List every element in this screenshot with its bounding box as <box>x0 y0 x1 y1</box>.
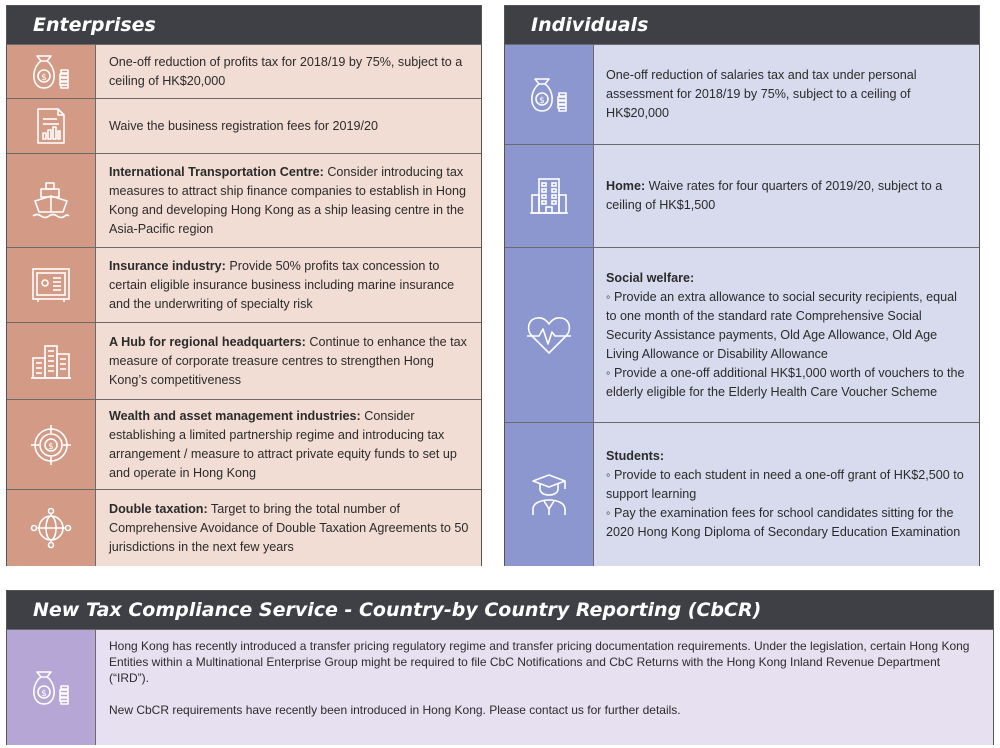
enterprise-text-regional-hq: A Hub for regional headquarters: Continue to enhance the tax measure of corporate treasure centres to strengthen Hong Kong’s competitiveness <box>95 323 481 399</box>
enterprise-text-profits-tax: One-off reduction of profits tax for 2018/19 by 75%, subject to a ceiling of HK$20,000 <box>95 45 481 98</box>
buildings-icon <box>7 323 95 399</box>
enterprise-text-transportation: International Transportation Centre: Consider introducing tax measures to attract ship finance companies to establish in Hong Kong and developing Hong Kong as a ship leasing centre in the Asia-Pacific region <box>95 154 481 247</box>
enterprise-text-insurance: Insurance industry: Provide 50% profits tax concession to certain eligible insurance business including marine insurance and the underwriting of specialty risk <box>95 248 481 322</box>
enterprise-row-transportation <box>7 153 481 247</box>
cbcr-text <box>95 630 993 745</box>
individual-row-salaries-tax <box>505 44 979 144</box>
individual-text-students: Students: ◦ Provide to each student in need a one-off grant of HK$2,500 to support learning ◦ Pay the examination fees for school candidates sitting for the 2020 Hong Kong Diploma of Secondary Education Examination <box>593 423 979 566</box>
building-icon <box>505 145 593 247</box>
money-bag-icon <box>7 630 95 745</box>
enterprise-text-business-registration: Waive the business registration fees for 2019/20 <box>95 99 481 153</box>
svg-text:$: $ <box>41 72 47 83</box>
enterprise-row-regional-hq <box>7 322 481 399</box>
enterprises-panel <box>6 5 482 566</box>
heart-pulse-icon <box>505 248 593 422</box>
individuals-panel <box>504 5 980 566</box>
individual-row-students <box>505 422 979 566</box>
cbcr-row <box>7 629 993 745</box>
graduate-icon <box>505 423 593 566</box>
individual-text-home: Home: Waive rates for four quarters of 2019/20, subject to a ceiling of HK$1,500 <box>593 145 979 247</box>
svg-text:$: $ <box>48 441 54 452</box>
money-bag-icon <box>7 45 95 98</box>
enterprise-row-insurance <box>7 247 481 322</box>
enterprises-title: Enterprises <box>7 6 481 44</box>
enterprise-row-profits-tax <box>7 44 481 98</box>
individual-row-social-welfare <box>505 247 979 422</box>
enterprise-row-double-taxation <box>7 489 481 566</box>
document-chart-icon <box>7 99 95 153</box>
globe-network-icon <box>7 490 95 566</box>
safe-icon <box>7 248 95 322</box>
individuals-title: Individuals <box>505 6 979 44</box>
enterprise-row-wealth-management <box>7 399 481 489</box>
enterprise-row-business-registration <box>7 98 481 153</box>
ship-icon <box>7 154 95 247</box>
individual-text-salaries-tax: One-off reduction of salaries tax and tax under personal assessment for 2018/19 by 75%, subject to a ceiling of HK$20,000 <box>593 45 979 144</box>
cbcr-panel <box>6 590 994 745</box>
svg-text:$: $ <box>41 688 47 699</box>
target-dollar-icon <box>7 400 95 489</box>
enterprise-text-wealth-management: Wealth and asset management industries: Consider establishing a limited partnership regime and introducing tax arrangement / measure to attract private equity funds to set up and operate in Hong Kong <box>95 400 481 489</box>
individual-text-social-welfare: Social welfare: ◦ Provide an extra allowance to social security recipients, equal to one month of the standard rate Comprehensive Social Security Assistance payments, Old Age Allowance, Old Age Living Allowance or Disability Allowance ◦ Provide a one-off additional HK$1,000 worth of vouchers to the elderly eligible for the Elderly Health Care Voucher Scheme <box>593 248 979 422</box>
enterprise-text-double-taxation: Double taxation: Target to bring the total number of Comprehensive Avoidance of Double Taxation Agreements to 50 jurisdictions in the next few years <box>95 490 481 566</box>
cbcr-title: New Tax Compliance Service - Country-by Country Reporting (CbCR) <box>7 591 993 629</box>
individual-row-home <box>505 144 979 247</box>
money-bag-icon <box>505 45 593 144</box>
svg-text:$: $ <box>539 95 545 106</box>
cbcr-paragraph: New CbCR requirements have recently been introduced in Hong Kong. Please contact us for further details. <box>109 703 681 717</box>
cbcr-paragraph: Hong Kong has recently introduced a transfer pricing regulatory regime and transfer pricing documentation requirements. Under the legislation, certain Hong Kong Entities within a Multinational Enterprise Group might be required to file CbC Notifications and CbC Returns with the Hong Kong Inland Revenue Department (“IRD”). <box>109 639 970 685</box>
